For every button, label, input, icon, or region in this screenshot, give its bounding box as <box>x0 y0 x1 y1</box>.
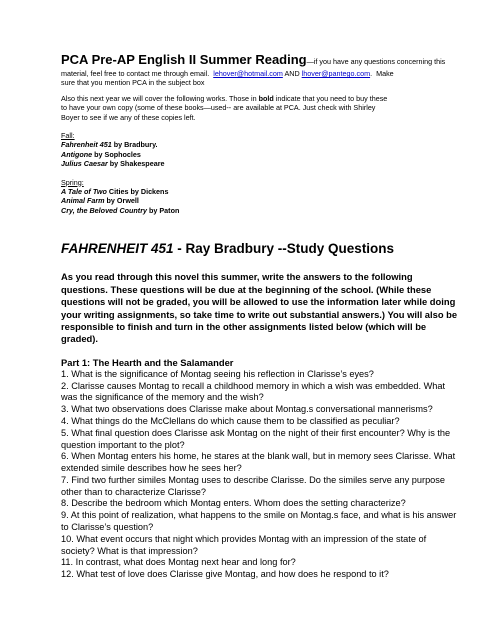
book-author: by Bradbury. <box>113 140 158 150</box>
and-text: AND <box>284 69 300 78</box>
works-intro-post: indicate that you need to buy these <box>275 93 388 103</box>
question-item: 1. What is the significance of Montag seeing his reflection in Clarisse’s eyes? <box>61 368 374 379</box>
works-intro-bold: bold <box>258 93 274 103</box>
fall-section <box>61 131 461 169</box>
works-intro-pre: Also this next year we will cover the following works. Those in <box>61 93 257 103</box>
book-author: by Orwell <box>106 196 139 206</box>
question-item: 8. Describe the bedroom which Montag enters. Whom does the setting characterize? <box>61 498 406 509</box>
heading-suffix: —if you have any questions concerning this <box>306 57 446 66</box>
book-title: Antigone <box>61 149 93 159</box>
question-item: 9. At this point of realization, what happens to the smile on Montag.s face, and what is his answer to Clarisse’s question? <box>61 510 457 533</box>
spring-section <box>61 178 461 216</box>
book-title: Fahrenheit 451 <box>61 140 112 150</box>
question-item: 12. What test of love does Clarisse give Montag, and how does he respond to it? <box>61 569 389 580</box>
question-item: 11. In contrast, what does Montag next hear and long for? <box>61 557 296 568</box>
study-title-rest: - Ray Bradbury --Study Questions <box>173 241 395 257</box>
spring-heading: Spring: <box>61 177 84 187</box>
works-intro <box>61 94 461 103</box>
email-link-2[interactable]: lhover@pantego.com <box>301 69 371 78</box>
document-page <box>61 52 461 581</box>
question-item: 7. Find two further similes Montag uses to describe Clarisse. Do the similes serve any purpose other than to characterize Clarisse? <box>61 474 445 497</box>
study-title <box>61 241 461 257</box>
question-item: 6. When Montag enters his home, he stares at the blank wall, but in memory sees Clarisse. What extended simile describes how he sees her? <box>61 451 456 474</box>
study-intro: As you read through this novel this summer, write the answers to the following questions. These questions will be due at the beginning of the school. (While these questions will not be graded, you will be allowed to use the information later while doing your writing assignments, so take time to write out substantial answers.) You will also be responsible to finish and turn in the other assignments listed below (which will be graded). <box>61 271 458 345</box>
works-intro-line3: Boyer to see if we any of these copies left. <box>61 112 196 122</box>
contact-line: material, feel free to contact me through email. lehover@hotmail.com AND lhover@pantego.com. Make <box>61 69 394 78</box>
book-title: Animal Farm <box>61 196 105 206</box>
book-title: Julius Caesar <box>61 159 108 169</box>
contact-make: Make <box>376 69 394 78</box>
question-item: 10. What event occurs that night which provides Montag with an impression of the state of society? What is that impression? <box>61 533 427 556</box>
contact-text: material, feel free to contact me through email. <box>61 69 210 78</box>
contact-line-3: sure that you mention PCA in the subject box <box>61 78 205 88</box>
book-author: by Paton <box>149 205 180 215</box>
book-title: A Tale of Two <box>61 187 107 197</box>
question-item: 4. What things do the McClellans do which cause them to be classified as peculiar? <box>61 415 400 426</box>
question-item: 3. What two observations does Clarisse make about Montag.s conversational mannerisms? <box>61 404 433 415</box>
book-author: by Sophocles <box>94 149 141 159</box>
spring-item <box>61 206 461 215</box>
fall-item <box>61 140 461 149</box>
book-title: Cry, the Beloved Country <box>61 205 147 215</box>
fall-item <box>61 159 461 168</box>
spring-item <box>61 187 461 196</box>
works-intro-line2: to have your own copy (some of these books—used-- are available at PCA. Just check with Shirley <box>61 103 376 113</box>
book-author: Cities by Dickens <box>108 187 169 197</box>
part-title: Part 1: The Hearth and the Salamander <box>61 356 234 368</box>
fall-item <box>61 150 461 159</box>
fall-heading: Fall: <box>61 131 75 141</box>
page-heading <box>61 52 461 69</box>
book-author: by Shakespeare <box>109 159 165 169</box>
spring-item <box>61 196 461 205</box>
email-link-1[interactable]: lehover@hotmail.com <box>213 69 283 78</box>
study-title-book: FAHRENHEIT 451 <box>61 241 174 257</box>
heading-title: PCA Pre-AP English II Summer Reading <box>61 52 307 67</box>
question-item: 5. What final question does Clarisse ask Montag on the night of their first encounter? Why is the question important to the plot? <box>61 427 451 450</box>
question-item: 2. Clarisse causes Montag to recall a childhood memory in which a wish was embedded. What was the significance of the memory and the wish? <box>61 380 446 403</box>
question-list <box>61 369 461 581</box>
